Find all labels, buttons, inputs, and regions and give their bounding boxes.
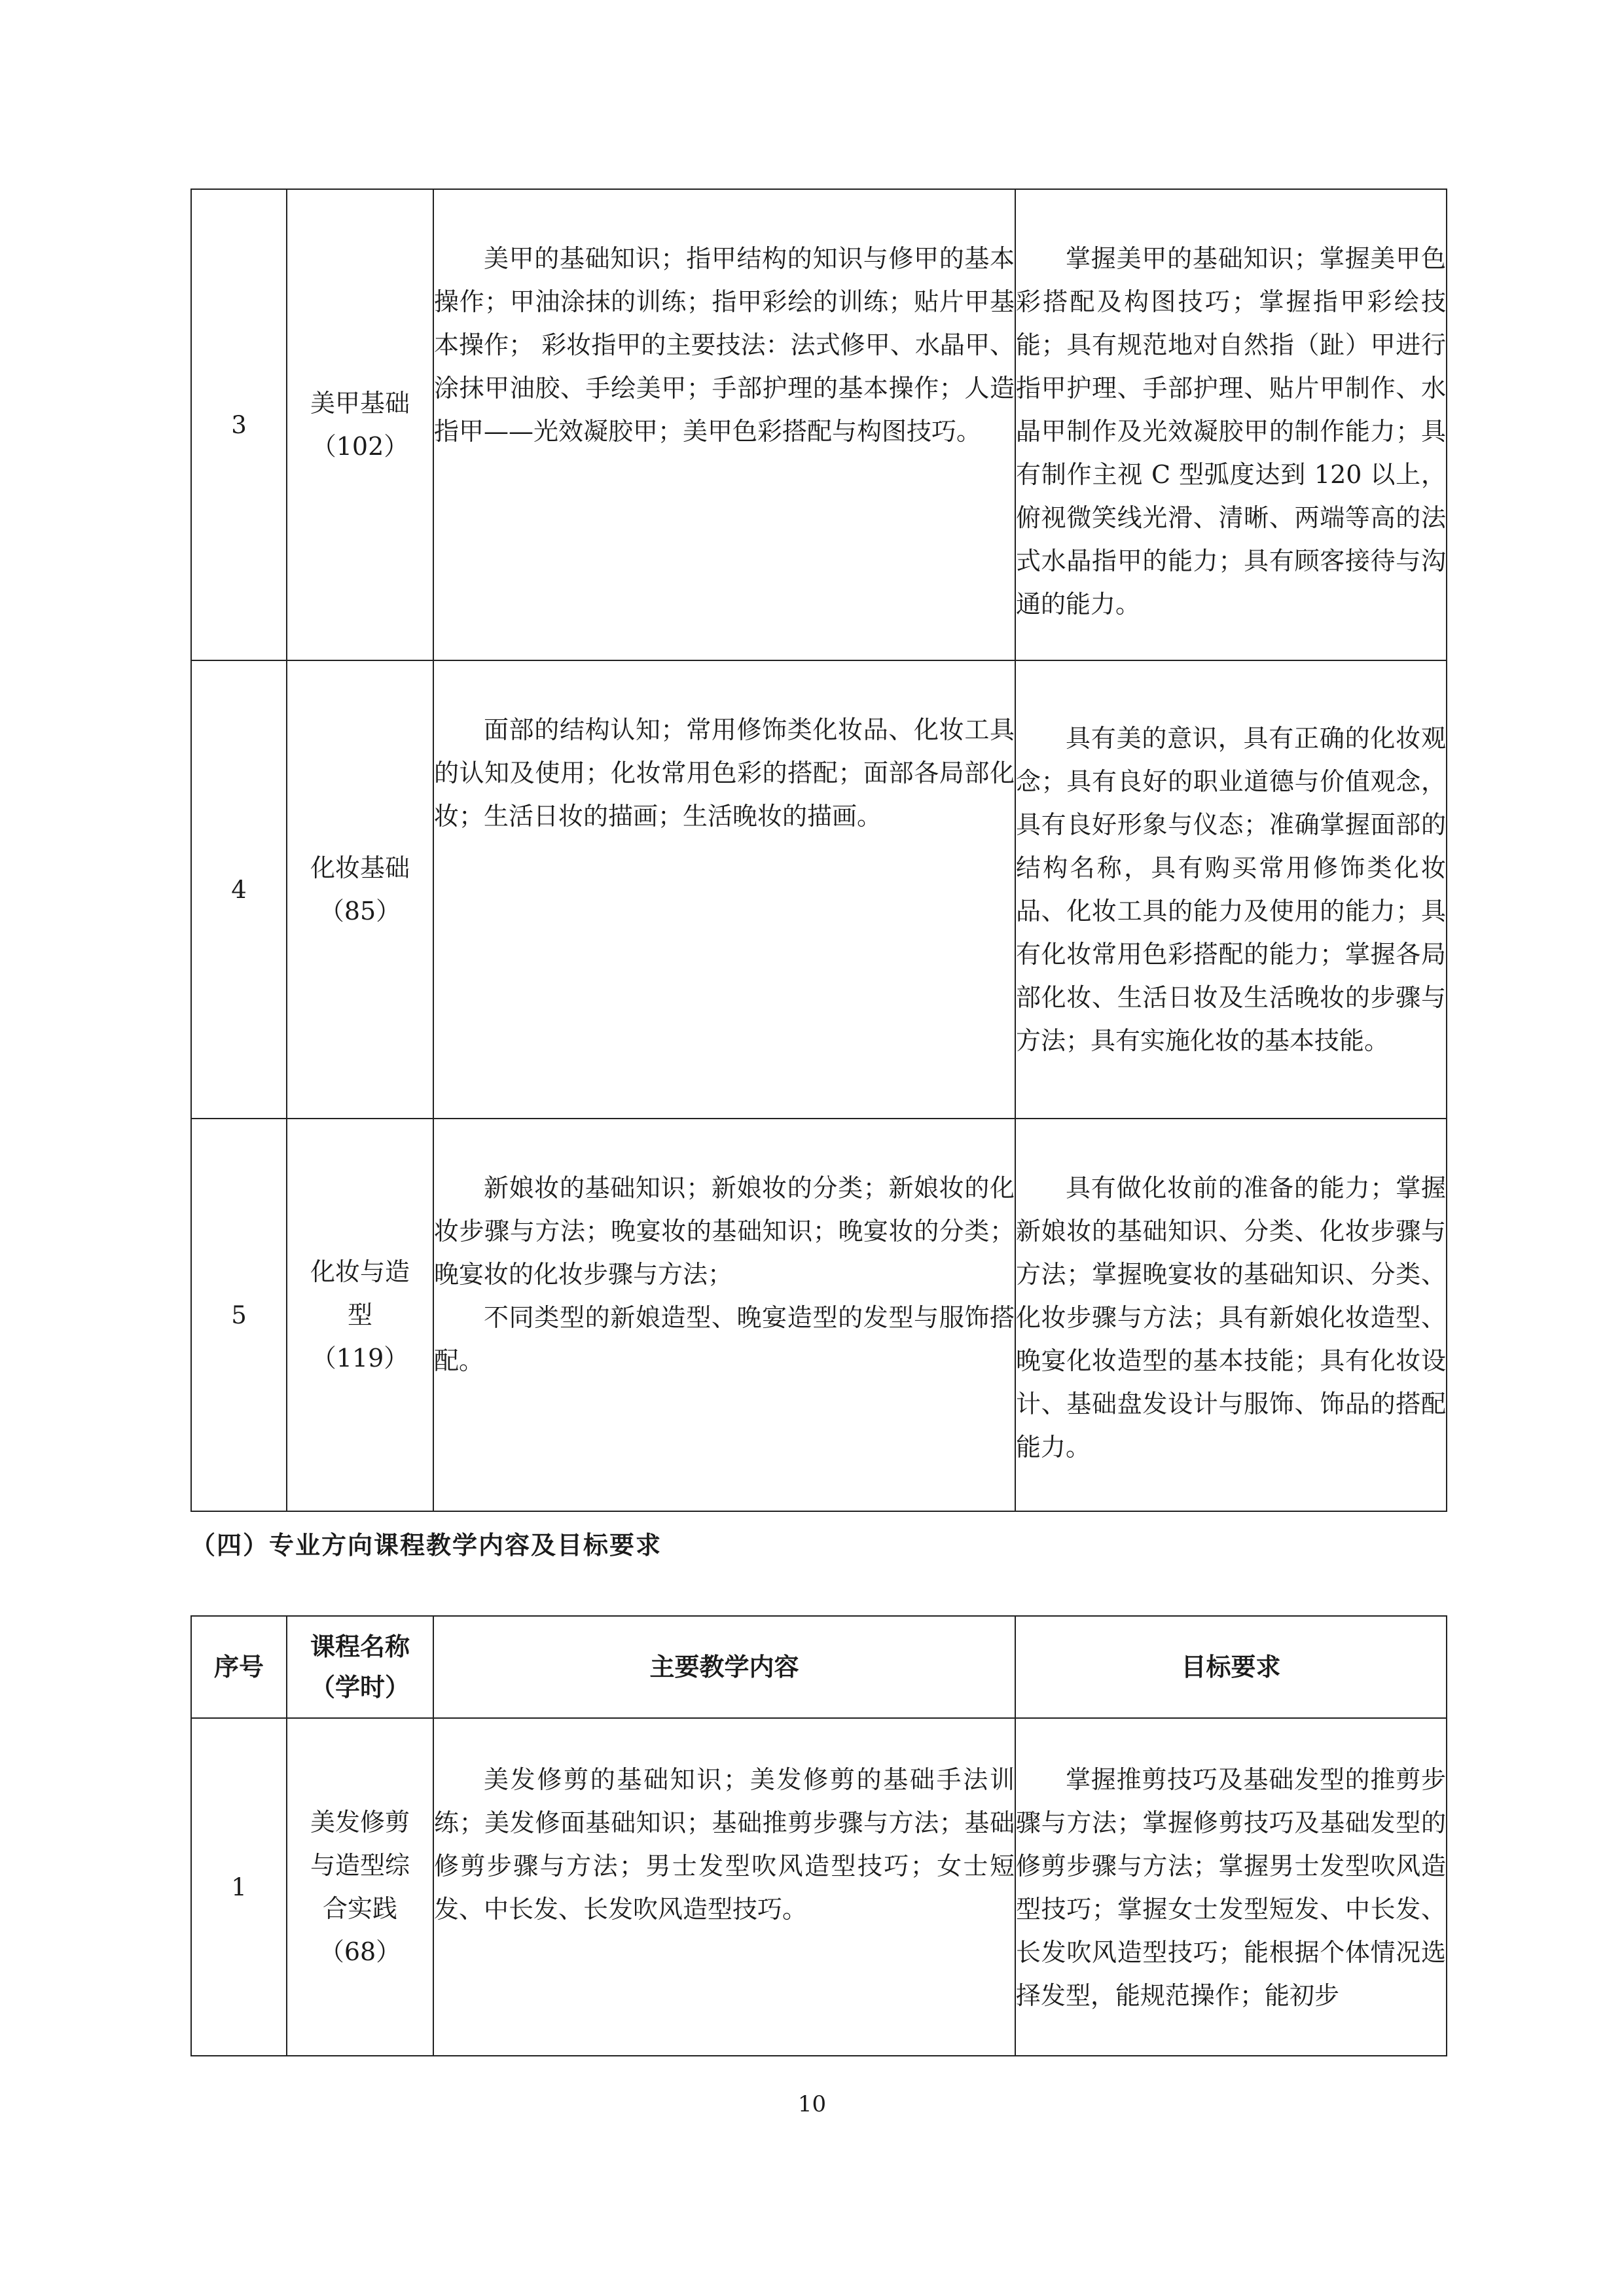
course-name-line: 化妆基础 xyxy=(310,853,410,882)
course-table-continued xyxy=(190,188,1447,1512)
course-hours: （119） xyxy=(311,1344,409,1372)
course-name-line: 合实践 xyxy=(322,1894,397,1923)
goal-requirements xyxy=(1015,1718,1447,2056)
teaching-content xyxy=(433,660,1015,1119)
course-name-line: 与造型综 xyxy=(310,1851,410,1880)
course-name-line: 美甲基础 xyxy=(310,389,410,418)
header-number: 序号 xyxy=(191,1616,287,1718)
section-heading: （四）专业方向课程教学内容及目标要求 xyxy=(190,1531,662,1560)
content-paragraph: 面部的结构认知；常用修饰类化妆品、化妆工具的认知及使用；化妆常用色彩的搭配；面部各局部化妆；生活日妆的描画；生活晚妆的描画。 xyxy=(434,715,1015,831)
table-row xyxy=(191,660,1447,1119)
teaching-content xyxy=(433,1119,1015,1511)
header-content: 主要教学内容 xyxy=(433,1616,1015,1718)
goal-requirements xyxy=(1015,660,1447,1119)
teaching-content xyxy=(433,1718,1015,2056)
table-row xyxy=(191,1119,1447,1511)
course-name-line: 化妆与造 xyxy=(310,1257,410,1286)
goal-paragraph: 具有做化妆前的准备的能力；掌握新娘妆的基础知识、分类、化妆步骤与方法；掌握晚宴妆的基础知识、分类、化妆步骤与方法；具有新娘化妆造型、晚宴化妆造型的基本技能；具有化妆设计、基础盘发设计与服饰、饰品的搭配能力。 xyxy=(1016,1174,1446,1462)
goal-requirements xyxy=(1015,189,1447,660)
goal-paragraph: 掌握推剪技巧及基础发型的推剪步骤与方法；掌握修剪技巧及基础发型的修剪步骤与方法；掌握男士发型吹风造型技巧；掌握女士发型短发、中长发、长发吹风造型技巧；能根据个体情况选择发型，能规范操作；能初步 xyxy=(1016,1765,1446,2010)
course-hours: （85） xyxy=(319,897,401,925)
header-name-line: 课程名称 xyxy=(310,1632,410,1661)
row-number: 1 xyxy=(191,1718,287,2056)
course-name xyxy=(287,1119,433,1511)
row-number: 5 xyxy=(191,1119,287,1511)
header-course-name xyxy=(287,1616,433,1718)
table-header-row xyxy=(191,1616,1447,1718)
goal-paragraph: 具有美的意识，具有正确的化妆观念；具有良好的职业道德与价值观念，具有良好形象与仪态；准确掌握面部的结构名称，具有购买常用修饰类化妆品、化妆工具的能力及使用的能力；具有化妆常用色彩搭配的能力；掌握各局部化妆、生活日妆及生活晚妆的步骤与方法；具有实施化妆的基本技能。 xyxy=(1016,724,1446,1055)
header-hours-line: （学时） xyxy=(310,1672,410,1702)
page-number: 10 xyxy=(797,2091,827,2117)
table-row xyxy=(191,189,1447,660)
course-name xyxy=(287,660,433,1119)
course-name-line: 美发修剪 xyxy=(310,1808,410,1837)
content-paragraph: 不同类型的新娘造型、晚宴造型的发型与服饰搭配。 xyxy=(434,1303,1015,1375)
goal-paragraph: 掌握美甲的基础知识；掌握美甲色彩搭配及构图技巧；掌握指甲彩绘技能；具有规范地对自然指（趾）甲进行指甲护理、手部护理、贴片甲制作、水晶甲制作及光效凝胶甲的制作能力；具有制作主视 C 型弧度达到 120 以上，俯视微笑线光滑、清晰、两端等高的法式水晶指甲的能力；具有顾客接待与沟通的能力。 xyxy=(1016,244,1446,619)
course-hours: （68） xyxy=(319,1937,401,1966)
course-name-line: 型 xyxy=(347,1300,372,1329)
course-hours: （102） xyxy=(311,432,409,461)
specialty-course-table xyxy=(190,1615,1447,2056)
row-number: 4 xyxy=(191,660,287,1119)
course-name xyxy=(287,1718,433,2056)
content-paragraph: 美甲的基础知识；指甲结构的知识与修甲的基本操作；甲油涂抹的训练；指甲彩绘的训练；贴片甲基本操作； 彩妆指甲的主要技法：法式修甲、水晶甲、涂抹甲油胶、手绘美甲；手部护理的基本操作；人造指甲——光效凝胶甲；美甲色彩搭配与构图技巧。 xyxy=(434,244,1015,446)
teaching-content xyxy=(433,189,1015,660)
course-name xyxy=(287,189,433,660)
goal-requirements xyxy=(1015,1119,1447,1511)
row-number: 3 xyxy=(191,189,287,660)
header-goal: 目标要求 xyxy=(1015,1616,1447,1718)
table-row xyxy=(191,1718,1447,2056)
content-paragraph: 美发修剪的基础知识；美发修剪的基础手法训练；美发修面基础知识；基础推剪步骤与方法；基础修剪步骤与方法；男士发型吹风造型技巧；女士短发、中长发、长发吹风造型技巧。 xyxy=(434,1765,1015,1924)
content-paragraph: 新娘妆的基础知识；新娘妆的分类；新娘妆的化妆步骤与方法；晚宴妆的基础知识；晚宴妆的分类；晚宴妆的化妆步骤与方法； xyxy=(434,1174,1015,1289)
